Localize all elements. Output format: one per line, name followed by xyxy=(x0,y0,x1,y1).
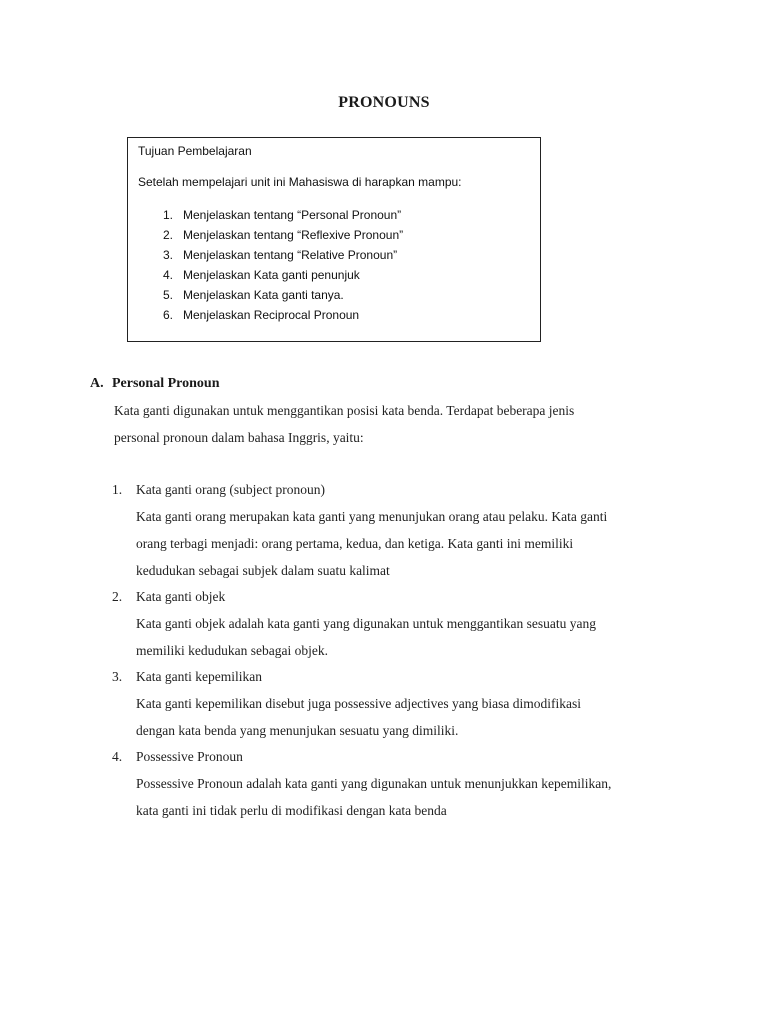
list-item-description xyxy=(136,504,671,584)
objective-text: Menjelaskan tentang “Relative Pronoun” xyxy=(183,248,398,262)
list-item-title: Kata ganti orang (subject pronoun) xyxy=(136,482,325,497)
objective-number: 3. xyxy=(162,248,173,262)
description-line: memiliki kedudukan sebagai objek. xyxy=(136,642,328,658)
description-line: kata ganti ini tidak perlu di modifikasi dengan kata benda xyxy=(136,802,447,818)
section-intro xyxy=(114,398,634,451)
list-item-description xyxy=(136,771,671,825)
description-line: Kata ganti objek adalah kata ganti yang digunakan untuk menggantikan sesuatu yang xyxy=(136,616,596,631)
description-line: orang terbagi menjadi: orang pertama, kedua, dan ketiga. Kata ganti ini memiliki xyxy=(136,535,574,551)
objectives-intro: Setelah mempelajari unit ini Mahasiswa di harapkan mampu: xyxy=(138,175,462,189)
section-title: Personal Pronoun xyxy=(112,376,220,391)
list-item-description xyxy=(136,611,671,665)
section-intro-line: Kata ganti digunakan untuk menggantikan posisi kata benda. Terdapat beberapa jenis xyxy=(114,403,575,418)
objective-number: 1. xyxy=(162,208,173,222)
description-line: Possessive Pronoun adalah kata ganti yang digunakan untuk menunjukkan kepemilikan, xyxy=(136,776,612,791)
objective-text: Menjelaskan tentang “Reflexive Pronoun” xyxy=(183,228,404,242)
list-item-description xyxy=(136,691,671,745)
objective-text: Menjelaskan Kata ganti tanya. xyxy=(183,288,344,302)
list-item-number: 4. xyxy=(112,749,123,764)
objective-text: Menjelaskan tentang “Personal Pronoun” xyxy=(183,208,402,222)
objective-number: 6. xyxy=(162,308,173,322)
objective-text: Menjelaskan Reciprocal Pronoun xyxy=(183,308,360,322)
section-intro-line: personal pronoun dalam bahasa Inggris, yaitu: xyxy=(114,429,364,445)
list-item-number: 3. xyxy=(112,669,123,684)
list-item-title: Possessive Pronoun xyxy=(136,749,243,764)
description-line: dengan kata benda yang menunjukan sesuatu yang dimiliki. xyxy=(136,722,459,738)
objective-number: 4. xyxy=(162,268,173,282)
page-title: PRONOUNS xyxy=(338,94,430,111)
description-line: Kata ganti kepemilikan disebut juga possessive adjectives yang biasa dimodifikasi xyxy=(136,696,582,711)
description-line: kedudukan sebagai subjek dalam suatu kalimat xyxy=(136,562,390,578)
list-item-title: Kata ganti kepemilikan xyxy=(136,669,262,684)
list-item-number: 2. xyxy=(112,589,123,604)
section-letter: A. xyxy=(90,376,104,391)
learning-objectives-box xyxy=(127,137,541,342)
objectives-heading: Tujuan Pembelajaran xyxy=(138,144,252,158)
description-line: Kata ganti orang merupakan kata ganti yang menunjukan orang atau pelaku. Kata ganti xyxy=(136,509,608,524)
section-heading xyxy=(90,376,219,392)
list-item-number: 1. xyxy=(112,482,123,497)
objective-number: 5. xyxy=(162,288,173,302)
objective-text: Menjelaskan Kata ganti penunjuk xyxy=(183,268,360,282)
objective-number: 2. xyxy=(162,228,173,242)
list-item-title: Kata ganti objek xyxy=(136,589,226,604)
